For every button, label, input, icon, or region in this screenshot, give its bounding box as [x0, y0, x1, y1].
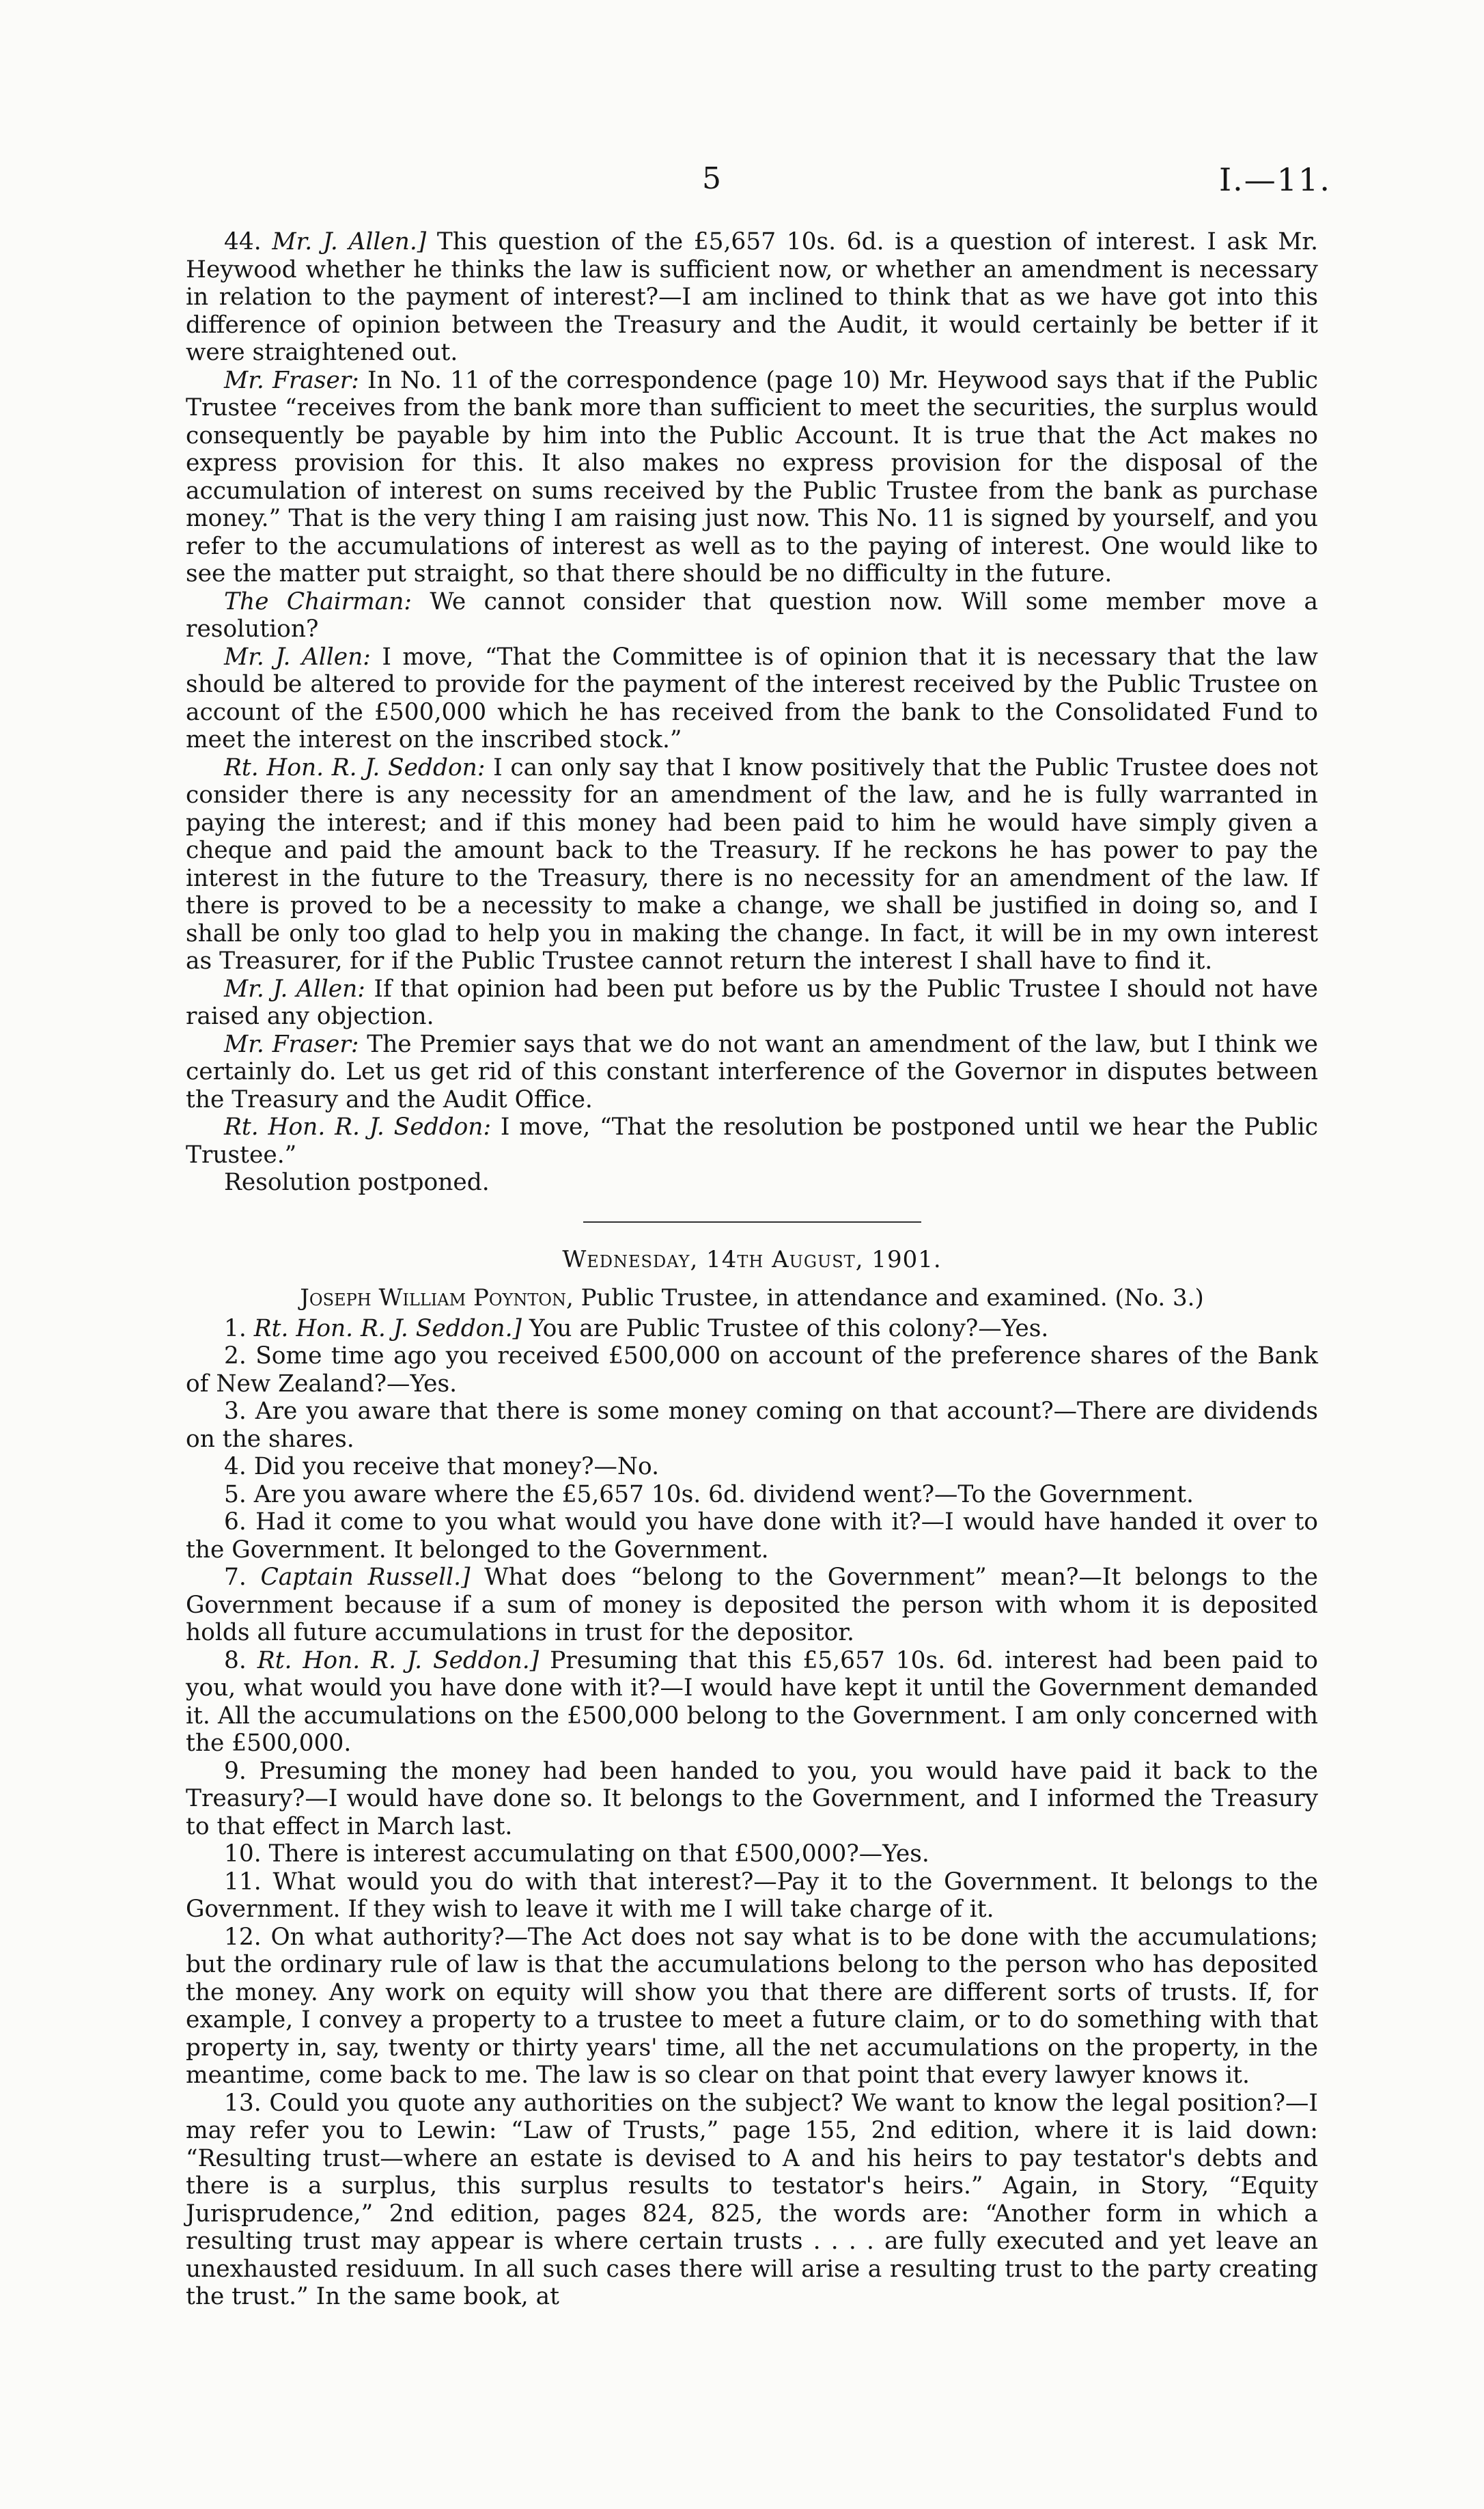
paragraph [186, 975, 1318, 1031]
document-reference: I.—11. [1219, 161, 1331, 198]
paragraph [186, 1113, 1318, 1169]
paragraph [186, 1564, 1318, 1647]
paragraph [186, 1758, 1318, 1841]
paragraph-text: The Premier says that we do not want an amendment of the law, but I think we certainly do. Let us get rid of this constant interference of the Governor in disputes between the Treasury and the Audit Office. [186, 1030, 1318, 1113]
paragraph [186, 1508, 1318, 1564]
paragraph-text: This question of the £5,657 10s. 6d. is a question of interest. I ask Mr. Heywood whether he thinks the law is sufficient now, or whether an amendment is necessary in relation to the payment of interest?—I am inclined to think that as we have got into this difference of opinion between the Treasury and the Audit, it would certainly be better if it were straightened out. [186, 228, 1319, 366]
question-number: 3. [224, 1398, 247, 1425]
paragraph-text: In No. 11 of the correspondence (page 10) Mr. Heywood says that if the Public Trustee “receives from the bank more than sufficient to meet the securities, the surplus would consequently be payable by him into the Public Account. It is true that the Act makes no express provision for this. It also makes no express provision for the disposal of the accumulation of interest on sums received by the Public Trustee from the bank as purchase money.” That is the very thing I am raising just now. This No. 11 is signed by yourself, and you refer to the accumulations of interest as well as to the paying of interest. One would like to see the matter put straight, so that there should be no difficulty in the future. [186, 366, 1319, 587]
speaker-name: Mr. Fraser: [224, 1030, 359, 1058]
question-number: 9. [224, 1757, 247, 1785]
paragraph [186, 1647, 1318, 1758]
paragraph-text: Presuming the money had been handed to you, you would have paid it back to the Treasury?—I would have done so. It belongs to the Government, and I informed the Treasury to that effect in March last. [186, 1757, 1319, 1840]
speaker-name: Mr. J. Allen: [224, 975, 365, 1003]
paragraph-text: If that opinion had been put before us by the Public Trustee I should not have raised any objection. [186, 975, 1318, 1030]
paragraph-text: We cannot consider that question now. Will some member move a resolution? [186, 587, 1318, 643]
paragraph-text: Had it come to you what would you have done with it?—I would have handed it over to the Government. It belonged to the Government. [186, 1508, 1318, 1564]
paragraph [186, 754, 1318, 975]
paragraph-text: Are you aware where the £5,657 10s. 6d. dividend went?—To the Government. [253, 1480, 1194, 1508]
paragraph [186, 228, 1318, 367]
paragraph-text: On what authority?—The Act does not say what is to be done with the accumulations; but the ordinary rule of law is that the accumulations belong to the person who has deposited the money. Any work on equity will show you that there are different sorts of trusts. If, for example, I convey a property to a trustee to meet a future claim, or to do something with that property in, say, twenty or thirty years' time, all the net accumulations on the property, in the meantime, come back to me. The law is so clear on that point that every lawyer knows it. [186, 1923, 1318, 2089]
paragraph-text: Presuming that this £5,657 10s. 6d. interest had been paid to you, what would you have done with it?—I would have kept it until the Government demanded it. All the accumulations on the £500,000 belong to the Government. I am only concerned with the £500,000. [186, 1646, 1318, 1757]
question-number: 1. [224, 1314, 247, 1342]
speaker-name: Mr. J. Allen.] [272, 228, 427, 255]
paragraph-text: Did you receive that money?—No. [253, 1453, 660, 1480]
question-number: 6. [224, 1508, 247, 1536]
speaker-name: Mr. J. Allen: [224, 643, 371, 671]
page-number: 5 [702, 161, 721, 196]
document-body [186, 228, 1318, 2311]
page-header [0, 161, 1484, 202]
speaker-name: Mr. Fraser: [224, 366, 359, 394]
speaker-name: Rt. Hon. R. J. Seddon: [224, 1113, 492, 1141]
paragraph-text: Are you aware that there is some money coming on that account?—There are dividends on the shares. [186, 1398, 1318, 1453]
paragraph [186, 1453, 1318, 1481]
paragraph [186, 367, 1318, 588]
paragraph-text: I move, “That the Committee is of opinion that it is necessary that the law should be altered to provide for the payment of the interest received by the Public Trustee on account of the £500,000 which he has received from the bank to the Consolidated Fund to meet the interest on the inscribed stock.” [186, 643, 1318, 753]
paragraph [186, 588, 1318, 643]
paragraph [186, 1315, 1318, 1343]
paragraph-text: Some time ago you received £500,000 on account of the preference shares of the Bank of New Zealand?—Yes. [186, 1342, 1318, 1398]
paragraph [186, 1342, 1318, 1398]
question-number: 5. [224, 1480, 247, 1508]
paragraph-text: You are Public Trustee of this colony?—Yes. [521, 1314, 1049, 1342]
paragraph-text: There is interest accumulating on that £500,000?—Yes. [268, 1840, 929, 1868]
speaker-name: Captain Russell.] [260, 1564, 471, 1591]
paragraph-text: Resolution postponed. [224, 1169, 490, 1196]
paragraph-text: I can only say that I know positively that the Public Trustee does not consider there is any necessity for an amendment of the law, and he is fully warranted in paying the interest; and if this money had been paid to him he would have simply given a cheque and paid the amount back to the Treasury. If he reckons he has power to pay the interest in the future to the Treasury, there is no necessity for an amendment of the law. If there is proved to be a necessity to make a change, we shall be justified in doing so, and I shall be only too glad to help you in making the change. In fact, it will be in my own interest as Treasurer, for if the Public Trustee cannot return the interest I shall have to find it. [186, 753, 1318, 975]
paragraph [186, 1868, 1318, 1924]
question-number: 2. [224, 1342, 247, 1370]
witness-description: , Public Trustee, in attendance and examined. (No. 3.) [566, 1284, 1204, 1312]
paragraph [186, 1481, 1318, 1509]
paragraph [186, 1840, 1318, 1868]
question-number: 44. [224, 228, 262, 255]
paragraph-text: What does “belong to the Government” mean?—It belongs to the Government because if a sum of money is deposited the person with whom it is deposited holds all future accumulations in trust for the depositor. [186, 1564, 1318, 1646]
paragraph-text: Could you quote any authorities on the subject? We want to know the legal position?—I may refer you to Lewin: “Law of Trusts,” page 155, 2nd edition, where it is laid down: “Resulting trust—where an estate is devised to A and his heirs to pay testator's debts and there is a surplus, this surplus results to testator's heirs.” Again, in Story, “Equity Jurisprudence,” 2nd edition, pages 824, 825, the words are: “Another form in which a resulting trust may appear is where certain trusts . . . . are fully executed and yet leave an unexhausted residuum. In all such cases there will arise a resulting trust to the party creating the trust.” In the same book, at [186, 2089, 1318, 2310]
paragraph [186, 1031, 1318, 1114]
question-number: 7. [224, 1564, 247, 1591]
top-section [186, 228, 1318, 1197]
speaker-name: Rt. Hon. R. J. Seddon.] [257, 1646, 540, 1674]
question-number: 12. [224, 1923, 262, 1951]
speaker-name: The Chairman: [224, 587, 412, 615]
paragraph [186, 2090, 1318, 2311]
paragraph [186, 1169, 1318, 1197]
question-number: 10. [224, 1840, 262, 1868]
witness-line [186, 1284, 1318, 1312]
question-number: 4. [224, 1453, 247, 1480]
speaker-name: Rt. Hon. R. J. Seddon: [224, 753, 486, 781]
question-number: 8. [224, 1646, 247, 1674]
question-number: 11. [224, 1868, 262, 1896]
session-date: Wednesday, 14th August, 1901. [562, 1245, 942, 1273]
bottom-section [186, 1315, 1318, 2311]
witness-name: Joseph William Poynton [300, 1284, 567, 1312]
paragraph [186, 1924, 1318, 2090]
paragraph [186, 643, 1318, 754]
paragraph [186, 1398, 1318, 1453]
section-divider [583, 1221, 921, 1223]
speaker-name: Rt. Hon. R. J. Seddon.] [253, 1314, 522, 1342]
question-number: 13. [224, 2089, 262, 2117]
paragraph-text: What would you do with that interest?—Pay it to the Government. It belongs to the Government. If they wish to leave it with me I will take charge of it. [186, 1868, 1318, 1923]
paragraph-text: I move, “That the resolution be postponed until we hear the Public Trustee.” [186, 1113, 1318, 1169]
